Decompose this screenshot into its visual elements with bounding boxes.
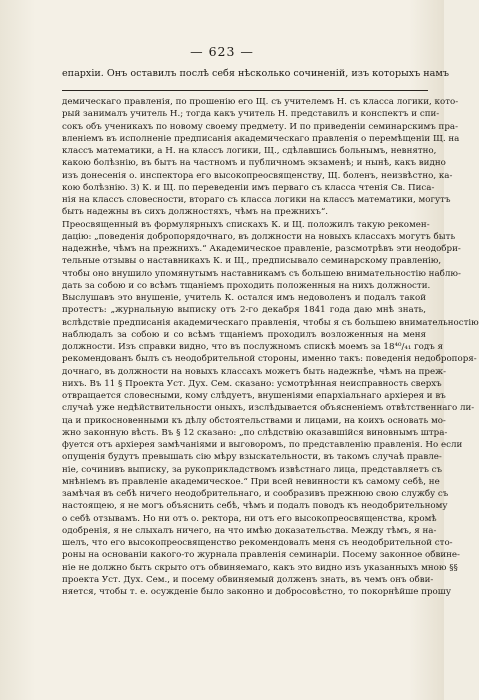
intro-line: епархіи. Онъ оставилъ послѣ себя нѣсколько сочиненій, изъ которыхъ намъ	[62, 68, 449, 79]
text-line: дочнаго, въ должности на новыхъ классахъ можетъ быть надежнѣе, чѣмъ на преж-	[62, 366, 447, 377]
text-line: одобренія, я не слыхалъ ничего, на что имѣю доказательства. Между тѣмъ, я на-	[62, 525, 437, 536]
text-line: ніе, сочинивъ выписку, за рукоприкладствомъ извѣстнаго лица, представляетъ съ	[62, 464, 443, 475]
text-line: быть надежны въ сихъ должностяхъ, чѣмъ на прежнихъ“.	[62, 207, 329, 218]
text-line: нихъ. Въ 11 § Проекта Уст. Дух. Сем. сказано: усмотрѣнная неисправность сверхъ	[62, 378, 442, 389]
text-line: вслѣдствіе предписанія академическаго правленія, чтобы я съ большею внимательностію	[62, 317, 479, 328]
text-line: сокъ объ ученикахъ по новому своему предмету. И по приведеніи семинарскимъ пра-	[62, 121, 459, 132]
text-line: дацію: „поведенія добропорядочнаго, въ должности на новыхъ классахъ могутъ быть	[62, 231, 456, 242]
text-line: шелъ, что его высокопреосвященство рекомендовалъ меня съ неодобрительной сто-	[62, 538, 453, 548]
text-line: какою болѣзнію, въ бытъ на частномъ и публичномъ экзаменѣ; и нынѣ, какъ видно	[62, 158, 446, 169]
text-line: нія на классъ словесности, втораго съ класса логики на классъ математики, могутъ	[62, 195, 451, 205]
text-line: тельные отзывы о наставникахъ К. и Щ., предписывало семинарскому правленію,	[62, 256, 442, 267]
text-line: замѣчая въ себѣ ничего неодобрительнаго, и сообразивъ прежнюю свою службу съ	[62, 489, 449, 499]
text-line: проекта Уст. Дух. Сем., и посему обвиняемый долженъ знать, въ чемъ онъ обви-	[62, 574, 434, 585]
text-line: надежнѣе, чѣмъ на прежнихъ.“ Академическое правленіе, разсмотрѣвъ эти неодобри-	[62, 244, 461, 254]
text-line: Выслушавъ это внушеніе, учитель К. остался имъ недоволенъ и подалъ такой	[62, 293, 426, 303]
text-line: настоящею, я не могъ объяснить себѣ, чѣмъ и подалъ поводъ къ неодобрительному	[62, 501, 448, 512]
text-line: чтобы оно внушило упомянутымъ наставникамъ съ большею внимательностію наблю-	[62, 268, 461, 279]
text-line: ніе не должно быть скрыто отъ обвиняемаго, какъ это видно изъ указанныхъ мною §§	[62, 562, 458, 573]
text-line: кою болѣзнію. 3) К. и Щ. по переведеніи имъ перваго съ класса чтенія Св. Писа-	[62, 182, 435, 193]
text-line: протестъ: „журнальную выписку отъ 2-го декабря 1841 года даю мнѣ знать,	[62, 305, 426, 316]
text-line: вленіемъ въ исполненіе предписанія академическаго правленія о перемѣщеніи Щ. на	[62, 133, 460, 144]
text-line: рый занималъ учитель Н.; тогда какъ учитель Н. представилъ и конспектъ и спи-	[62, 109, 440, 120]
text-line: дать за собою и со всѣмъ тщаніемъ проходить положенныя на нихъ должности.	[62, 280, 431, 291]
text-line: опущенія будутъ превышать сію мѣру взыскательности, въ такомъ случаѣ правле-	[62, 452, 442, 463]
section-divider	[62, 90, 428, 91]
text-line: мнѣніемъ въ правленіе академическое.“ При всей невинности къ самому себѣ, не	[62, 476, 440, 487]
text-line: классъ математики, а Н. на классъ логики, Щ., сдѣлавшись больнымъ, невнятно,	[62, 146, 437, 156]
text-line: фуется отъ архіерея замѣчаніями и выговоромъ, по представленію правленія. Но если	[62, 440, 463, 450]
text-line: случаѣ уже недѣйствительности оныхъ, изслѣдывается объясненіемъ отвѣтственнаго ли-	[62, 403, 475, 414]
text-line: должности. Изъ справки видно, что въ послужномъ спискѣ моемъ за 18⁴⁰/₄₁ годъ я	[62, 342, 444, 352]
text-line: демическаго правленія, по прошенію его Щ. съ учителемъ Н. съ класса логики, кото-	[62, 97, 459, 107]
text-line: изъ донесенія о. инспектора его высокопреосвященству, Щ. боленъ, неизвѣстно, ка-	[62, 170, 453, 181]
text-line: наблюдалъ за собою и со всѣмъ тщаніемъ проходилъ возложенныя на меня	[62, 329, 426, 340]
intro-line-block	[62, 68, 449, 80]
main-text	[62, 96, 479, 598]
text-line: Преосвященный въ формулярныхъ спискахъ К. и Щ. положилъ такую рекомен-	[62, 219, 430, 230]
text-line: отвращается словесными, кому слѣдуетъ, внушеніями епархіальнаго архіерея и въ	[62, 391, 446, 401]
text-line: о себѣ отзывамъ. Но ни отъ о. ректора, ни отъ его высокопреосвященства, кромѣ	[62, 513, 437, 524]
text-line: рекомендованъ былъ съ неодобрительной стороны, именно такъ: поведенія недобропоря-	[62, 354, 477, 365]
page-number: — 623 —	[190, 44, 254, 59]
text-line: роны на основаніи какого-то журнала правленія семинаріи. Посему законное обвине-	[62, 550, 460, 561]
text-line: няется, чтобы т. е. осужденіе было законно и добросовѣстно, то покорнѣйше прошу	[62, 587, 451, 597]
text-line: ца и прикосновенными къ дѣлу обстоятельствами и лицами, на коихъ основать мо-	[62, 415, 446, 426]
text-line: жно законную вѣсть. Въ § 12 сказано: „по слѣдствію оказавшійся виновнымъ штра-	[62, 427, 448, 438]
